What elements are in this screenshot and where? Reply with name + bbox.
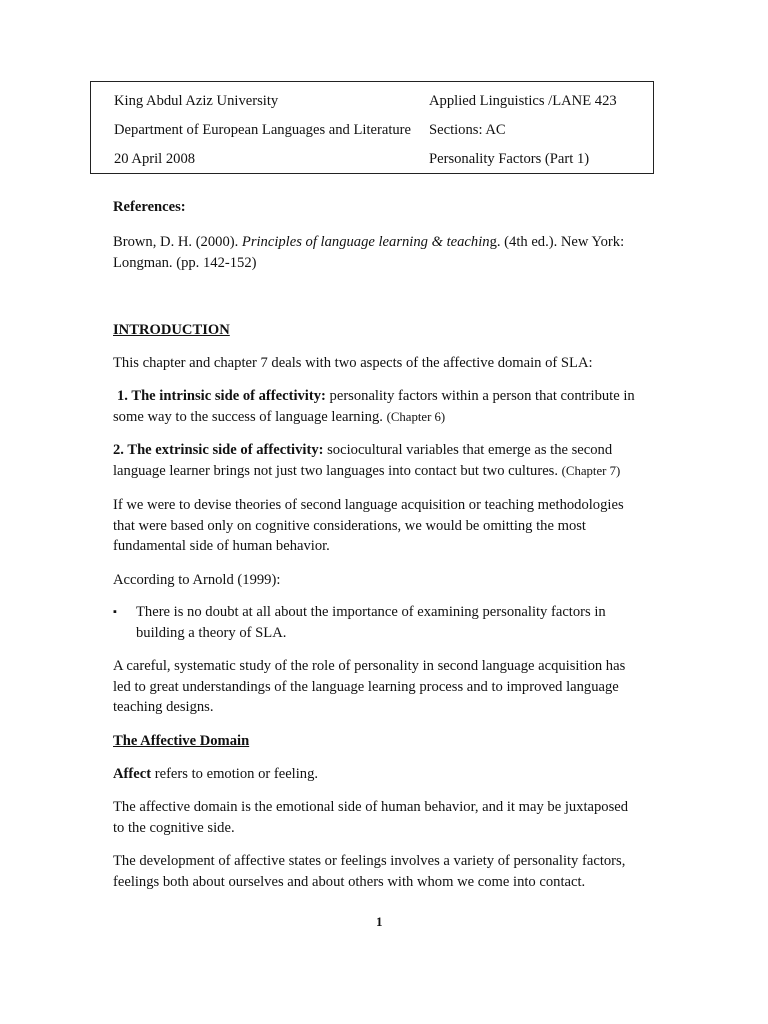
department-name: Department of European Languages and Literature [114, 122, 412, 138]
chapter-7-note: (Chapter 7) [561, 463, 621, 478]
extrinsic-label: 2. The extrinsic side of affectivity: [113, 442, 324, 458]
development-paragraph: The development of affective states or feelings involves a variety of personality factors, feelings both about ourselves and about others with whom we come into contact. [113, 853, 626, 890]
bullet-text: There is no doubt at all about the importance of examining personality factors in building a theory of SLA. [136, 604, 606, 641]
extrinsic-item: 2. The extrinsic side of affectivity: sociocultural variables that emerge as the second language learner brings not just two languages into contact but two cultures. (Chapter 7) [113, 442, 621, 479]
theories-paragraph: If we were to devise theories of second language acquisition or teaching methodologies that were based only on cognitive considerations, we would be omitting the most fundamental side of human behavior. [113, 497, 624, 554]
careful-study-paragraph: A careful, systematic study of the role of personality in second language acquisition has led to great understandings of the language learning process and to improved language teaching designs. [113, 658, 626, 715]
intrinsic-item: 1. The intrinsic side of affectivity: personality factors within a person that contribute in [117, 388, 635, 404]
introduction-heading: INTRODUCTION [113, 322, 230, 338]
intrinsic-item-cont: some way to the success of language learning. (Chapter 6) [113, 409, 446, 425]
intrinsic-label: 1. The intrinsic side of affectivity: [117, 388, 326, 404]
introduction-lead: This chapter and chapter 7 deals with two aspects of the affective domain of SLA: [113, 355, 593, 371]
institution-name: King Abdul Aziz University [114, 93, 279, 109]
affect-term: Affect [113, 766, 152, 782]
sections-label: Sections: AC [429, 122, 506, 138]
course-name: Applied Linguistics /LANE 423 [429, 93, 617, 109]
affect-definition: Affect refers to emotion or feeling. [113, 766, 319, 782]
affective-domain-paragraph: The affective domain is the emotional side of human behavior, and it may be juxtaposed to the cognitive side. [113, 799, 629, 836]
page-number: 1 [376, 914, 383, 929]
arnold-citation: According to Arnold (1999): [113, 572, 281, 588]
references-heading: References: [113, 199, 186, 215]
affective-domain-heading: The Affective Domain [113, 733, 250, 749]
chapter-6-note: (Chapter 6) [386, 410, 446, 424]
bullet-marker-icon: ▪ [113, 606, 117, 618]
reference-entry: Brown, D. H. (2000). Principles of language learning & teaching. (4th ed.). New York: Longman. (pp. 142-152) [113, 234, 625, 271]
topic-title: Personality Factors (Part 1) [429, 151, 590, 167]
header-box [90, 81, 654, 174]
reference-title: Principles of language learning & teachin [241, 234, 490, 250]
document-date: 20 April 2008 [114, 151, 196, 167]
